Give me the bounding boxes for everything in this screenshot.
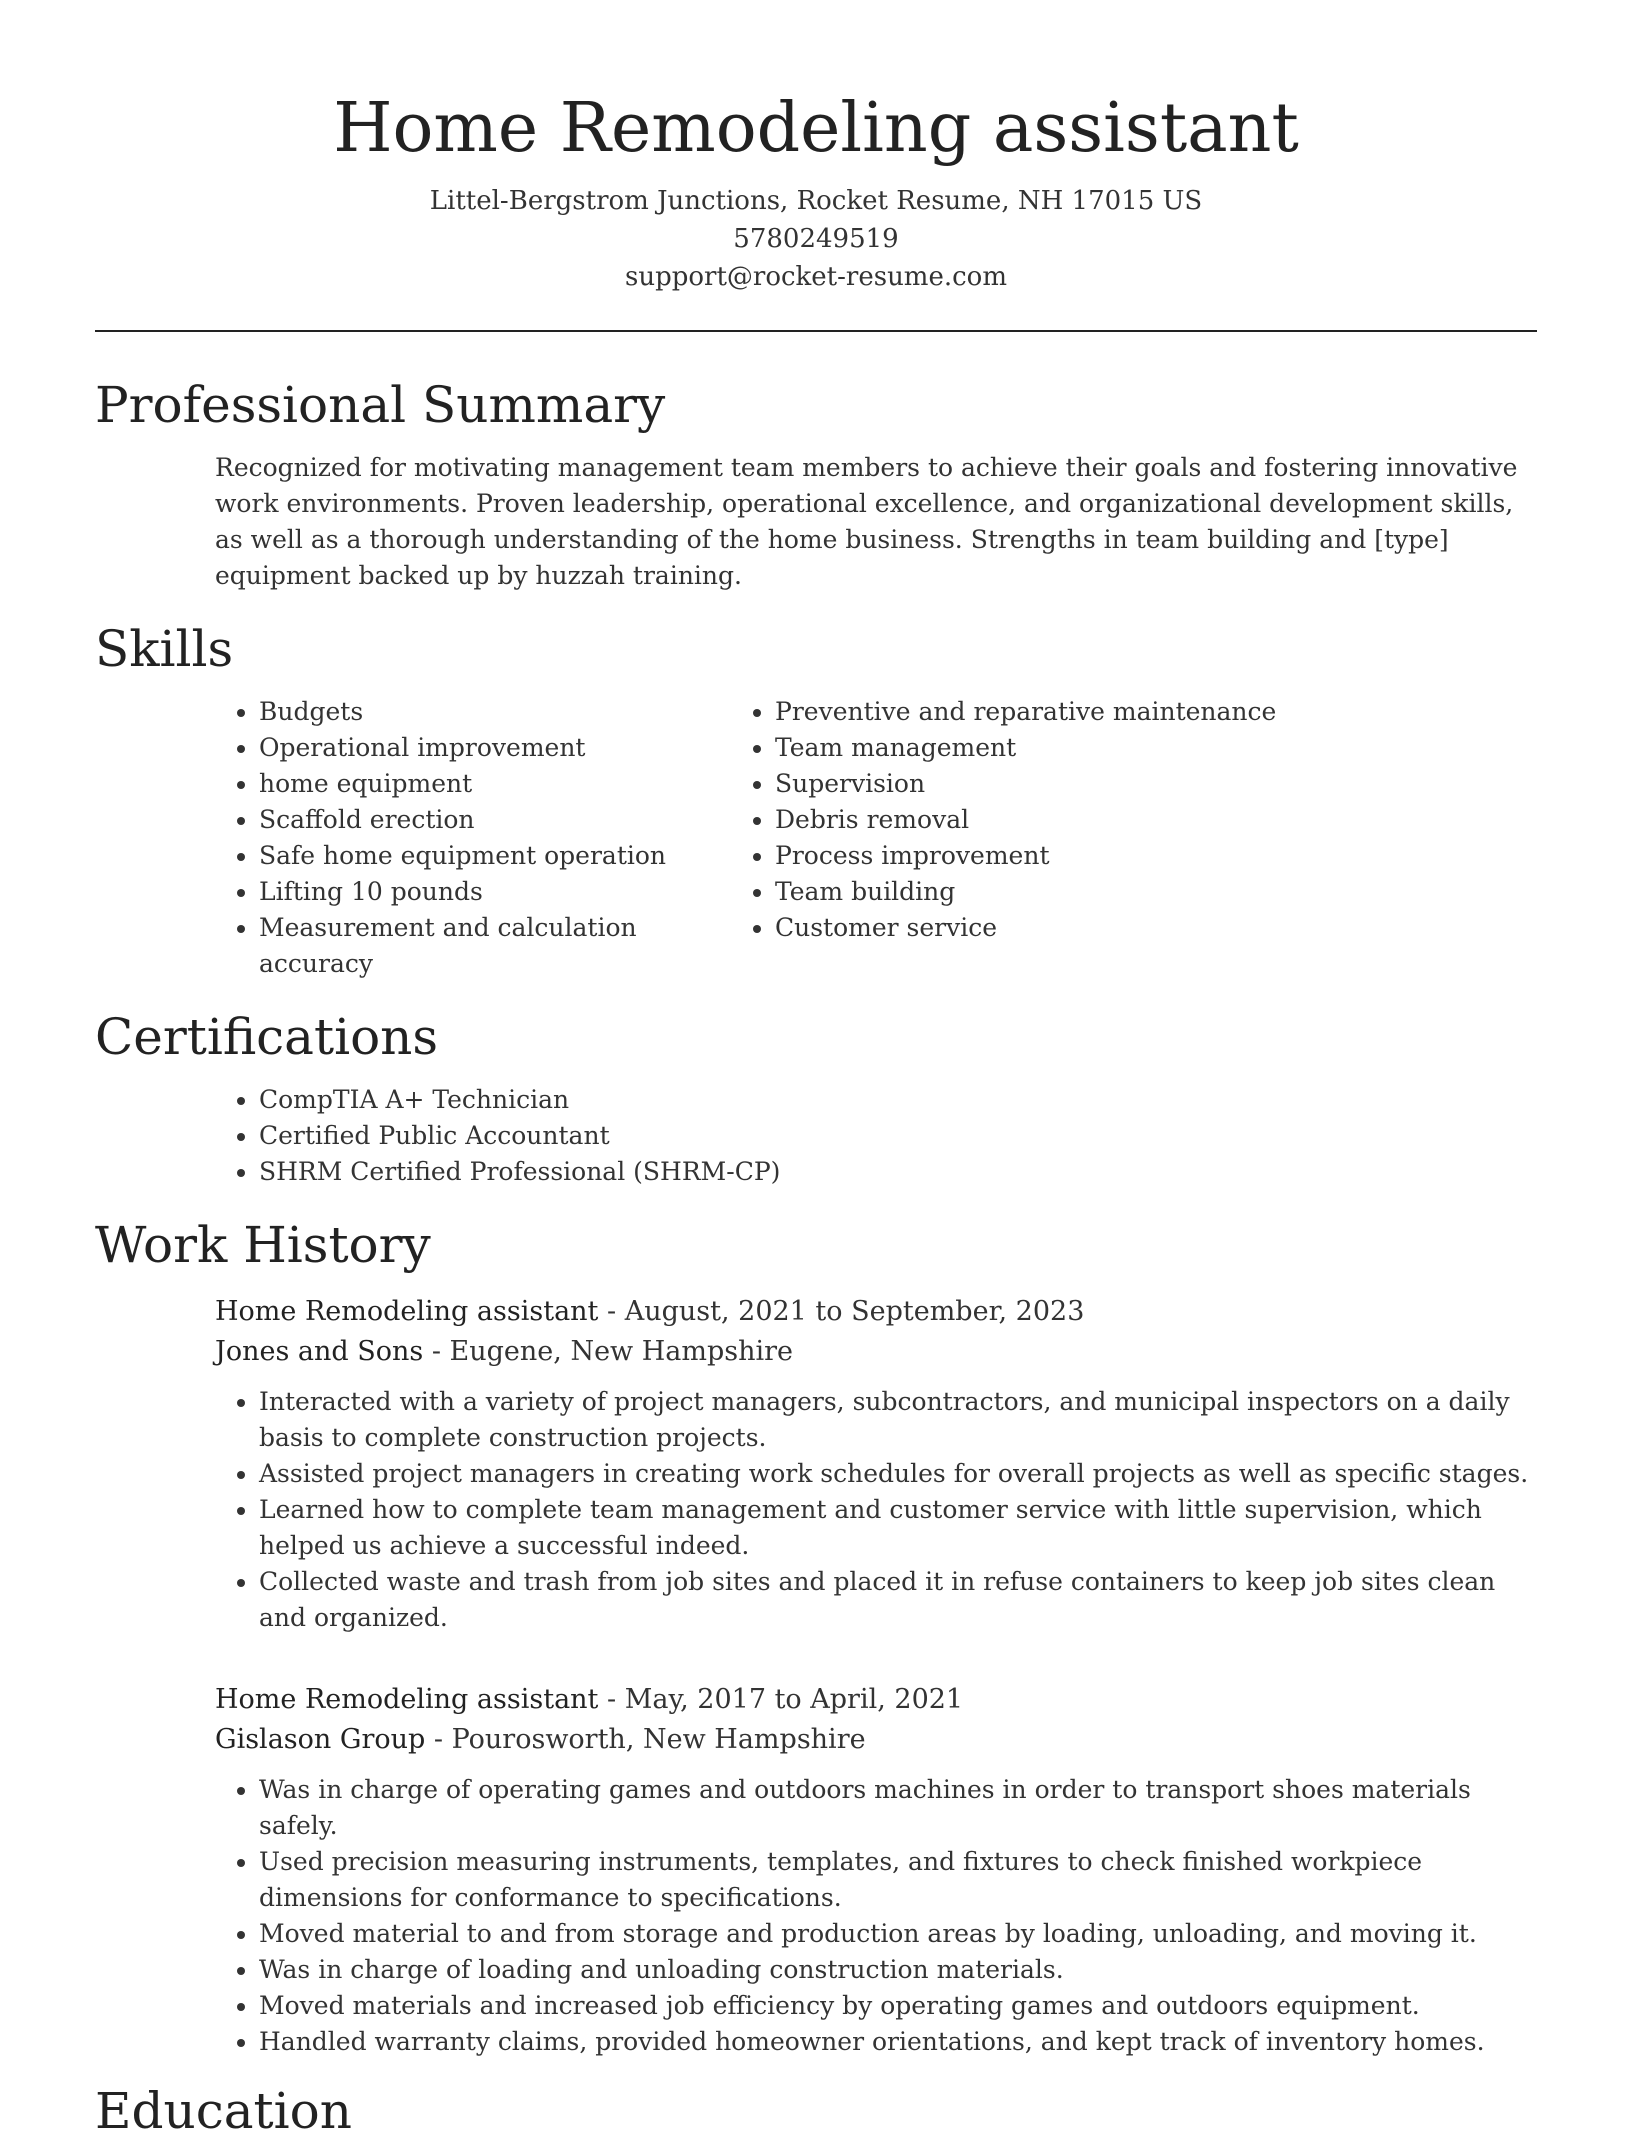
header-divider (95, 330, 1537, 332)
education-section (95, 2078, 1537, 2144)
job-title-line: Home Remodeling assistant - August, 2021 to September, 2023 (215, 1296, 1085, 1327)
list-item: • Supervision (775, 766, 1276, 802)
list-item: • Used precision measuring instruments, templates, and fixtures to check finished workpiece dimensions for conformance to specifications. (259, 1844, 1537, 1916)
summary-section (95, 372, 1537, 594)
work-history-section (95, 1212, 1537, 2060)
list-item: • Lifting 10 pounds (259, 874, 743, 910)
list-item: • Moved material to and from storage and production areas by loading, unloading, and moving it. (259, 1916, 1537, 1952)
contact-block (95, 182, 1537, 296)
job-company: Jones and Sons (215, 1336, 424, 1367)
job-company-line: Jones and Sons - Eugene, New Hampshire (215, 1336, 794, 1367)
certifications-section (95, 1004, 1537, 1190)
job-dates: August, 2021 to September, 2023 (624, 1296, 1085, 1327)
list-item: • home equipment (259, 766, 743, 802)
phone-text: 5780249519 (733, 224, 899, 254)
job-entry (215, 1292, 1537, 1636)
list-item: • Team building (775, 874, 1276, 910)
certifications-list (95, 1082, 1537, 1190)
job-title-line: Home Remodeling assistant - May, 2017 to April, 2021 (215, 1684, 964, 1715)
work-history-title: Work History (95, 1216, 431, 1274)
email-text: support@rocket-resume.com (624, 262, 1007, 292)
address-text: Littel-Bergstrom Junctions, Rocket Resume, NH 17015 US (429, 186, 1203, 216)
certifications-title: Certifications (95, 1008, 439, 1066)
job-bullets (215, 1384, 1537, 1636)
summary-title: Professional Summary (95, 376, 666, 434)
list-item: • Team management (775, 730, 1276, 766)
job-location: Eugene, New Hampshire (449, 1336, 794, 1367)
skills-list-left (95, 694, 743, 982)
list-item: • Process improvement (775, 838, 1276, 874)
list-item: • SHRM Certified Professional (SHRM-CP) (259, 1154, 1537, 1190)
list-item: • Collected waste and trash from job sites and placed it in refuse containers to keep job sites clean and organized. (259, 1564, 1537, 1636)
list-item: • Learned how to complete team management and customer service with little supervision, which helped us achieve a successful indeed. (259, 1492, 1537, 1564)
list-item: • Operational improvement (259, 730, 743, 766)
list-item: • Measurement and calculation accuracy (259, 910, 743, 982)
skills-list-right (743, 694, 1276, 946)
job-company: Gislason Group (215, 1724, 426, 1755)
list-item: • Scaffold erection (259, 802, 743, 838)
education-title: Education (95, 2082, 352, 2140)
list-item: • Preventive and reparative maintenance (775, 694, 1276, 730)
list-item: • Certified Public Accountant (259, 1118, 1537, 1154)
skills-column-right (743, 694, 1276, 982)
candidate-name: Home Remodeling assistant (333, 89, 1299, 168)
list-item: • Moved materials and increased job efficiency by operating games and outdoors equipment. (259, 1988, 1537, 2024)
job-bullets (215, 1772, 1537, 2060)
list-item: • Assisted project managers in creating work schedules for overall projects as well as specific stages. (259, 1456, 1537, 1492)
list-item: • Was in charge of operating games and outdoors machines in order to transport shoes materials safely. (259, 1772, 1537, 1844)
list-item: • Handled warranty claims, provided homeowner orientations, and kept track of inventory homes. (259, 2024, 1537, 2060)
summary-text: Recognized for motivating management team members to achieve their goals and fostering innovative work environments. Proven leadership, operational excellence, and organizational development skills, as well as a thorough understanding of the home business. Strengths in team building and [type] equipment backed up by huzzah training. (215, 453, 1518, 590)
job-company-line: Gislason Group - Pourosworth, New Hampshire (215, 1724, 866, 1755)
skills-column-left (95, 694, 743, 982)
list-item: • CompTIA A+ Technician (259, 1082, 1537, 1118)
job-title: Home Remodeling assistant (215, 1684, 599, 1715)
list-item: • Budgets (259, 694, 743, 730)
list-item: • Debris removal (775, 802, 1276, 838)
list-item: • Customer service (775, 910, 1276, 946)
job-title: Home Remodeling assistant (215, 1296, 599, 1327)
job-location: Pourosworth, New Hampshire (451, 1724, 866, 1755)
skills-grid (95, 694, 1537, 982)
skills-title: Skills (95, 620, 234, 678)
job-dates: May, 2017 to April, 2021 (624, 1684, 964, 1715)
skills-section (95, 616, 1537, 982)
list-item: • Safe home equipment operation (259, 838, 743, 874)
job-entry (215, 1680, 1537, 2060)
list-item: • Was in charge of loading and unloading construction materials. (259, 1952, 1537, 1988)
resume-header (95, 0, 1537, 296)
list-item: • Interacted with a variety of project managers, subcontractors, and municipal inspectors on a daily basis to complete construction projects. (259, 1384, 1537, 1456)
